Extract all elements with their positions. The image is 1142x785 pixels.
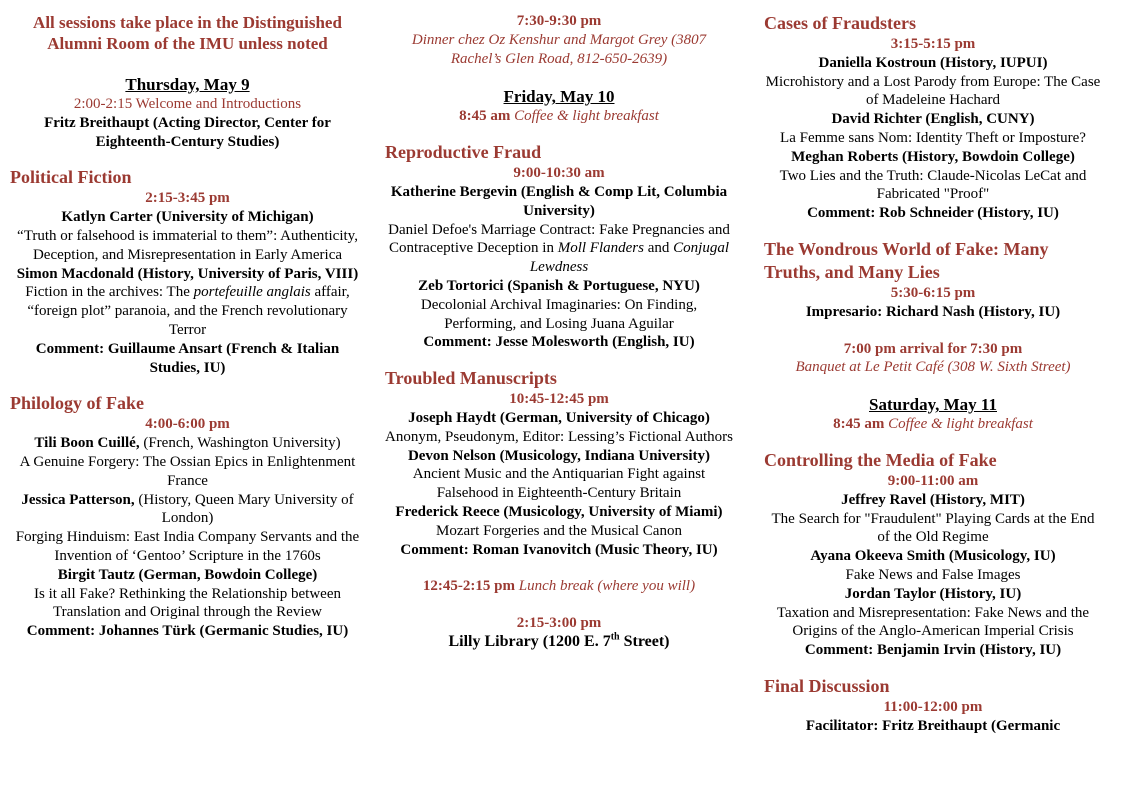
talk-title: The Search for "Fraudulent" Playing Cards at the End of the Old Regime (771, 510, 1095, 546)
talk-title: Forging Hinduism: East India Company Servants and the Invention of ‘Gentoo’ Scripture in the 1760s (15, 529, 360, 564)
banquet-time: 7:00 pm arrival for 7:30 pm (843, 340, 1023, 357)
friday-saturday-column (764, 12, 1102, 736)
talk-title (10, 283, 365, 339)
speaker-name: Tili Boon Cuillé, (34, 435, 140, 452)
banquet-description: Banquet at Le Petit Café (308 W. Sixth Street) (795, 359, 1071, 376)
session-title-philology-of-fake: Philology of Fake (10, 393, 144, 414)
talk-title: Mozart Forgeries and the Musical Canon (436, 522, 682, 539)
lilly-time: 2:15-3:00 pm (516, 615, 602, 632)
speaker: Frederick Reece (Musicology, University of Miami) (395, 503, 723, 520)
day-heading-friday: Friday, May 10 (503, 87, 615, 107)
welcome-time: 2:00-2:15 Welcome and Introductions (73, 96, 302, 112)
session-title-troubled-manuscripts: Troubled Manuscripts (385, 368, 557, 389)
talk-title-part: Fiction in the archives: The (25, 284, 194, 301)
session-title-cases-of-fraudsters: Cases of Fraudsters (764, 13, 916, 33)
breakfast (385, 107, 733, 126)
speaker: Birgit Tautz (German, Bowdoin College) (57, 566, 318, 583)
talk-title: Anonym, Pseudonym, Editor: Lessing’s Fictional Authors (385, 428, 733, 445)
commentator: Comment: Benjamin Irvin (History, IU) (804, 642, 1062, 659)
commentator: Comment: Jesse Molesworth (English, IU) (423, 334, 695, 351)
dinner-description: Dinner chez Oz Kenshur and Margot Grey (3807 Rachel’s Glen Road, 812-650-2639) (411, 31, 707, 67)
session-time: 4:00-6:00 pm (145, 416, 230, 433)
talk-title (385, 221, 733, 277)
session-time: 11:00-12:00 pm (883, 698, 983, 715)
talk-title: A Genuine Forgery: The Ossian Epics in Enlightenment France (19, 453, 356, 489)
session-time: 5:30-6:15 pm (890, 284, 976, 301)
speaker: Simon Macdonald (History, University of Paris, VIII) (16, 265, 359, 282)
speaker-affiliation: (French, Washington University) (139, 435, 341, 452)
talk-title-part: Daniel Defoe's Marriage Contract: Fake Pregnancies and Contraceptive Deception in (388, 221, 730, 257)
session-title-controlling-media: Controlling the Media of Fake (764, 449, 997, 470)
commentator: Comment: Rob Schneider (History, IU) (807, 205, 1059, 222)
talk-title: Two Lies and the Truth: Claude-Nicolas LeCat and Fabricated "Proof" (779, 167, 1087, 203)
impresario: Impresario: Richard Nash (History, IU) (805, 303, 1061, 320)
talk-title: Taxation and Misrepresentation: Fake News and the Origins of the Anglo-American Imperial Crisis (776, 604, 1090, 640)
session-time: 9:00-11:00 am (887, 472, 979, 489)
talk-title: Microhistory and a Lost Parody from Europe: The Case of Madeleine Hachard (765, 73, 1101, 109)
speaker: Devon Nelson (Musicology, Indiana University) (407, 447, 711, 464)
speaker: Katlyn Carter (University of Michigan) (61, 209, 314, 226)
talk-title-italic: portefeuille anglais (193, 284, 311, 301)
talk-title-part: and (643, 240, 674, 257)
speaker: Jordan Taylor (History, IU) (844, 585, 1022, 602)
talk-title: La Femme sans Nom: Identity Theft or Imposture? (780, 129, 1086, 146)
day-heading-thursday: Thursday, May 9 (125, 75, 250, 94)
speaker: Jeffrey Ravel (History, MIT) (841, 491, 1025, 508)
breakfast-description: Coffee & light breakfast (888, 416, 1033, 433)
breakfast-description: Coffee & light breakfast (514, 108, 659, 125)
talk-title: Is it all Fake? Rethinking the Relationship between Translation and Original through the Review (33, 585, 342, 621)
lunch-time: 12:45-2:15 pm (422, 578, 515, 595)
session-time: 10:45-12:45 pm (509, 391, 609, 408)
session-title-wondrous-world: The Wondrous World of Fake: Many Truths, and Many Lies (764, 238, 1049, 282)
speaker: Meghan Roberts (History, Bowdoin College) (791, 148, 1075, 165)
commentator: Comment: Roman Ivanovitch (Music Theory, IU) (400, 541, 718, 558)
lilly-location-part: Lilly Library (1200 E. 7 (448, 632, 611, 650)
friday-column (385, 12, 733, 652)
speaker: Ayana Okeeva Smith (Musicology, IU) (810, 548, 1056, 565)
speaker: Joseph Haydt (German, University of Chicago) (408, 409, 710, 426)
breakfast-time: 8:45 am (833, 416, 885, 433)
speaker: Zeb Tortorici (Spanish & Portuguese, NYU) (418, 277, 700, 294)
speaker (10, 434, 365, 453)
commentator: Comment: Johannes Türk (Germanic Studies, IU) (26, 623, 349, 640)
speaker: Daniella Kostroun (History, IUPUI) (818, 54, 1048, 71)
lunch-description: Lunch break (where you will) (518, 578, 696, 595)
speaker (10, 491, 365, 529)
talk-title-italic: Conjugal Lewdness (529, 240, 729, 276)
speaker: David Richter (English, CUNY) (831, 111, 1035, 128)
speaker-affiliation: (History, Queen Mary University of London) (134, 491, 354, 527)
lunch (385, 577, 733, 596)
speaker-name: Jessica Patterson, (21, 491, 135, 508)
lilly-location-sup: th (610, 631, 620, 643)
session-time: 9:00-10:30 am (513, 165, 605, 182)
day-heading-saturday: Saturday, May 11 (869, 395, 997, 415)
talk-title-part: affair, “foreign plot” paranoia, and the French revolutionary Terror (27, 284, 350, 338)
welcome-speaker: Fritz Breithaupt (Acting Director, Center for Eighteenth-Century Studies) (44, 114, 331, 150)
talk-title: “Truth or falsehood is immaterial to them”: Authenticity, Deception, and Misrepresentation in Early America (17, 227, 358, 263)
talk-title: Decolonial Archival Imaginaries: On Finding, Performing, and Losing Juana Aguilar (420, 296, 698, 332)
lilly-library-location (385, 633, 733, 652)
session-title-political-fiction: Political Fiction (10, 167, 132, 188)
facilitator: Facilitator: Fritz Breithaupt (Germanic (805, 717, 1061, 734)
session-time: 3:15-5:15 pm (890, 36, 976, 52)
thursday-column (10, 12, 365, 641)
breakfast-time: 8:45 am (459, 108, 511, 125)
breakfast (764, 415, 1102, 434)
dinner-time: 7:30-9:30 pm (516, 13, 602, 29)
speaker: Katherine Bergevin (English & Comp Lit, Columbia University) (390, 183, 728, 219)
talk-title-italic: Moll Flanders (557, 240, 644, 257)
lilly-location-part: Street) (619, 632, 670, 650)
talk-title: Ancient Music and the Antiquarian Fight against Falsehood in Eighteenth-Century Britain (412, 466, 706, 502)
talk-title: Fake News and False Images (845, 566, 1021, 583)
commentator: Comment: Guillaume Ansart (French & Italian Studies, IU) (35, 340, 340, 376)
session-time: 2:15-3:45 pm (145, 190, 230, 207)
session-title-final-discussion: Final Discussion (764, 675, 890, 696)
session-title-reproductive-fraud: Reproductive Fraud (385, 142, 542, 163)
venue-note: All sessions take place in the Distinguished Alumni Room of the IMU unless noted (33, 13, 342, 53)
